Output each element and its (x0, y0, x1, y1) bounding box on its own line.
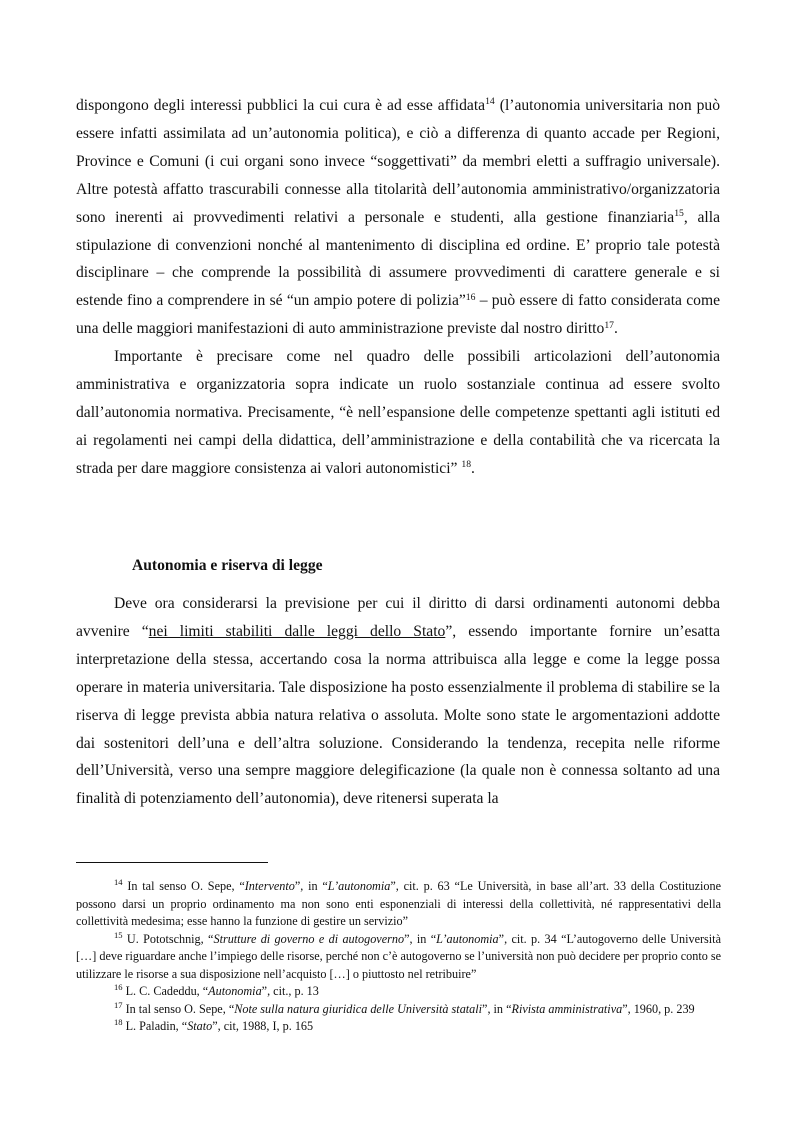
text-run: L. Paladin, “ (122, 1019, 188, 1033)
text-run: , alla stipulazione di convenzioni nonché al mantenimento di disciplina ed ordine. E’ proprio tale potestà disciplinare – che comprende la possibilità di assumere provvedimenti di carattere generale e si estende fino a comprendere in sé “un ampio potere di polizia” (76, 208, 720, 310)
footnote-14 (76, 878, 721, 931)
text-run: In tal senso O. Sepe, “ (122, 879, 245, 893)
text-run: U. Pototschnig, “ (122, 931, 214, 946)
footnote-number: 16 (114, 982, 123, 993)
footnote-ref-17[interactable]: 17 (604, 319, 614, 331)
body-text-bottom (76, 590, 720, 813)
paragraph-continued (76, 92, 720, 343)
body-text-top (76, 92, 720, 483)
footnote-16 (76, 983, 721, 1001)
text-run: Deve ora considerarsi la previsione per cui il diritto di darsi ordinamenti autonomi debba avvenire “ (76, 595, 720, 640)
text-run: – può essere di fatto considerata come una delle maggiori manifestazioni di auto amministrazione previste dal nostro diritto (76, 292, 720, 338)
italic-title: L’autonomia (436, 931, 499, 946)
text-run: dispongono degli interessi pubblici la cui cura è ad esse affidata (76, 97, 486, 114)
footnote-number: 15 (114, 929, 123, 940)
italic-title: Intervento (244, 879, 295, 893)
footnotes (76, 878, 721, 1036)
text-run: ”, in “ (482, 1001, 512, 1016)
text-run: Importante è precisare come nel quadro delle possibili articolazioni dell’autonomia amministrativa e organizzatoria sopra indicate un ruolo sostanziale continua ad essere svolto dall’autonomia normativa. Precisamente, “è nell’espansione delle competenze spettanti agli istituti ed ai regolamenti nei campi della didattica, dell’amministrazione e della contabilità che va ricercata la strada per dare maggiore consistenza ai valori autonomistici” (76, 348, 720, 477)
text-run: (l’autonomia universitaria non può essere infatti assimilata ad un’autonomia politica), e ciò a differenza di quanto accade per Regioni, Province e Comuni (i cui organi sono invece “soggettivati” da membri eletti a suffragio universale). Altre potestà affatto trascurabili connesse alla titolarità dell’autonomia amministrativo/organizzatoria sono inerenti ai provvedimenti relativi a personale e studenti, alla gestione finanziaria (76, 97, 720, 226)
text-run: . (471, 459, 475, 477)
text-run: ”, cit., p. 13 (261, 984, 319, 998)
footnote-separator (76, 862, 268, 863)
paragraph-riserva-di-legge (76, 590, 720, 813)
section-heading: Autonomia e riserva di legge (132, 557, 323, 574)
italic-title: Rivista amministrativa (511, 1001, 623, 1016)
text-run: ”, cit, 1988, I, p. 165 (212, 1019, 314, 1033)
italic-title: Autonomia (208, 984, 262, 998)
paragraph-autonomia-normativa (76, 343, 720, 483)
footnote-18 (76, 1018, 721, 1036)
underlined-quote: nei limiti stabiliti dalle leggi dello Stato (148, 622, 446, 640)
footnote-ref-14[interactable]: 14 (485, 96, 495, 108)
footnote-number: 18 (114, 1017, 123, 1028)
footnote-number: 14 (114, 877, 123, 888)
text-run: ”, in “ (294, 879, 328, 893)
text-run: ”, 1960, p. 239 (622, 1001, 695, 1016)
text-run: L. C. Cadeddu, “ (122, 984, 209, 998)
italic-title: Stato (187, 1019, 213, 1033)
footnote-ref-18[interactable]: 18 (461, 459, 472, 471)
text-run: . (613, 320, 618, 338)
italic-title: Strutture di governo e di autogoverno (213, 931, 405, 946)
footnote-17 (76, 1001, 721, 1019)
footnote-15 (76, 931, 721, 984)
text-run: ”, cit. p. 34 “L’autogoverno delle Università […] deve riguardare anche l’impiego delle risorse, perché non c’è autogoverno se l’università non può decidere per proprio conto se utilizzare le risorse a sua disposizione nell’acquisto […] o piuttosto nel retribuire” (76, 931, 722, 981)
italic-title: L’autonomia (327, 879, 391, 893)
italic-title: Note sulla natura giuridica delle Università statali (234, 1001, 483, 1016)
footnote-number: 17 (114, 999, 123, 1010)
footnote-ref-16[interactable]: 16 (465, 291, 476, 303)
text-run: ”, cit. p. 63 “Le Università, in base all’art. 33 della Costituzione possono darsi un proprio ordinamento ma non sono enti esponenziali di interessi della collettività, né rappresentativi della collettività medesima; esse hanno la funzione di gestire un servizio” (76, 879, 721, 928)
text-run: In tal senso O. Sepe, “ (122, 1001, 235, 1016)
footnote-ref-15[interactable]: 15 (674, 207, 684, 219)
text-run: ”, in “ (404, 931, 437, 946)
text-run: ”, essendo importante fornire un’esatta interpretazione della stessa, accertando cosa la norma attribuisca alla legge e come la legge possa operare in materia universitaria. Tale disposizione ha posto essenzialmente il problema di stabilire se la riserva di legge prevista abbia natura relativa o assoluta. Molte sono state le argomentazioni addotte dai sostenitori dell’una e dell’altra soluzione. Considerando la tendenza, recepita nelle riforme dell’Università, verso una sempre maggiore delegificazione (la quale non è connessa soltanto ad una finalità di potenziamento dell’autonomia), deve ritenersi superata la (76, 622, 720, 808)
